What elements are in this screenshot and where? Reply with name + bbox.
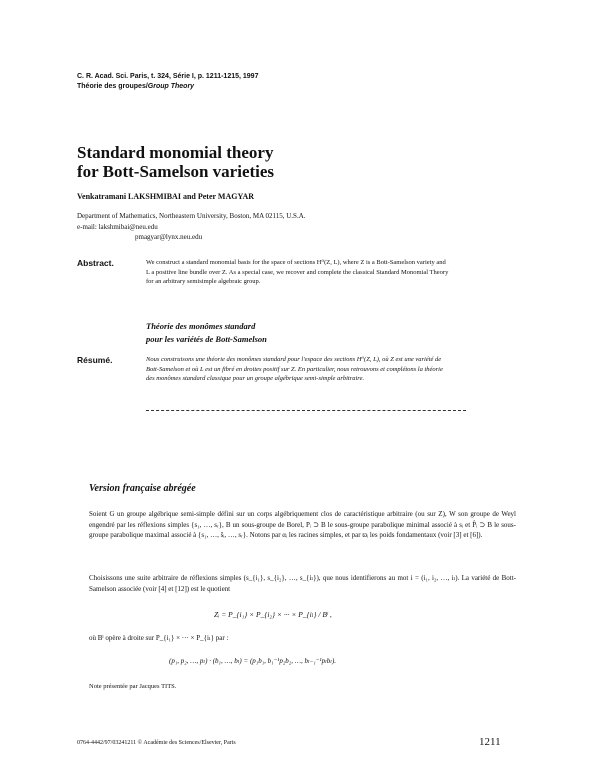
- email-2: pmagyar@lynx.neu.edu: [135, 233, 203, 241]
- body-paragraph-1: Soient G un groupe algébrique semi-simple défini sur un corps algébriquement clos de caractéristique arbitraire (ou sur Z), W son groupe de Weyl engendré par les réflexions simples {s₁, …, sᵣ}, B un sous-groupe de Borel, Pᵢ ⊃ B le sous-groupe parabolique minimal associé à sᵢ et P̂ᵢ ⊃ B le sous-groupe parabolique maximal associé à {s₁, …, ŝᵢ, …, sᵣ}. Notons par αᵢ les racines simples, et par ϖᵢ les poids fondamentaux (voir [3] et [6]).: [89, 510, 516, 539]
- body-action-line: où Bˡ opère à droite sur P_{i₁} × ··· × P_{iₗ} par :: [89, 634, 229, 642]
- equation-action: (p₁, p₂, …, pₗ) · (b₁, …, bₗ) = (p₁b₁, b₁⁻¹p₂b₂, …, bₗ₋₁⁻¹pₗbₗ).: [169, 657, 337, 665]
- section-english: Group Theory: [147, 83, 195, 90]
- email-1: lakshmibai@neu.edu: [98, 222, 158, 231]
- journal-citation: C. R. Acad. Sci. Paris, t. 324, Série I, p. 1211-1215, 1997: [77, 73, 259, 80]
- french-title-line-2: pour les variétés de Bott-Samelson: [146, 334, 267, 344]
- page-number: 1211: [479, 736, 501, 748]
- abstract-label: Abstract.: [77, 258, 114, 268]
- divider-rule: [146, 410, 466, 411]
- title-line-1: Standard monomial theory: [77, 143, 274, 162]
- section-prefix: Théorie des groupes/: [77, 83, 148, 90]
- authors: Venkatramani LAKSHMIBAI and Peter MAGYAR: [77, 192, 255, 201]
- department: Department of Mathematics, Northeastern University, Boston, MA 02115, U.S.A.: [77, 212, 306, 220]
- french-title: [146, 320, 267, 346]
- resume-text: Nous construisons une théorie des monômes standard pour l'espace des sections H⁰(Z, L), où Z est une variété de Bott-Samelson et où L est un fibré en droites positif sur Z. En particulier, nous retrouvons et complétons la théorie des monômes standard classique pour un groupe algébrique semi-simple arbitraire.: [146, 356, 443, 382]
- email-label: e-mail:: [77, 222, 99, 231]
- version-francaise-heading: Version française abrégée: [89, 483, 196, 494]
- body-paragraph-2: Choisissons une suite arbitraire de réflexions simples (s_{i₁}, s_{i₂}, …, s_{iₗ}), que nous identifierons au mot i = (i₁, i₂, …, iₗ). La variété de Bott-Samelson associée (voir [4] et [12]) est le quotient: [89, 574, 516, 593]
- resume-label: Résumé.: [77, 355, 113, 365]
- affiliation: [77, 211, 306, 243]
- footer-copyright: 0764-4442/97/03241211 © Académie des Sciences/Elsevier, Paris: [77, 740, 236, 746]
- section-heading: [77, 83, 194, 90]
- equation-bott-samelson: Zᵢ = P_{i₁} × P_{i₂} × ··· × P_{iₗ} / Bˡ ,: [214, 610, 332, 619]
- presented-by-note: Note présentée par Jacques TITS.: [89, 683, 177, 690]
- email-line: [77, 222, 306, 233]
- abstract-text: We construct a standard monomial basis for the space of sections H⁰(Z, L), where Z is a Bott-Samelson variety and L a positive line bundle over Z. As a special case, we recover and complete the classical Standard Monomial Theory for an arbitrary semisimple algebraic group.: [146, 259, 449, 285]
- paper-title: [77, 143, 274, 181]
- french-title-line-1: Théorie des monômes standard: [146, 321, 256, 331]
- title-line-2: for Bott-Samelson varieties: [77, 162, 275, 181]
